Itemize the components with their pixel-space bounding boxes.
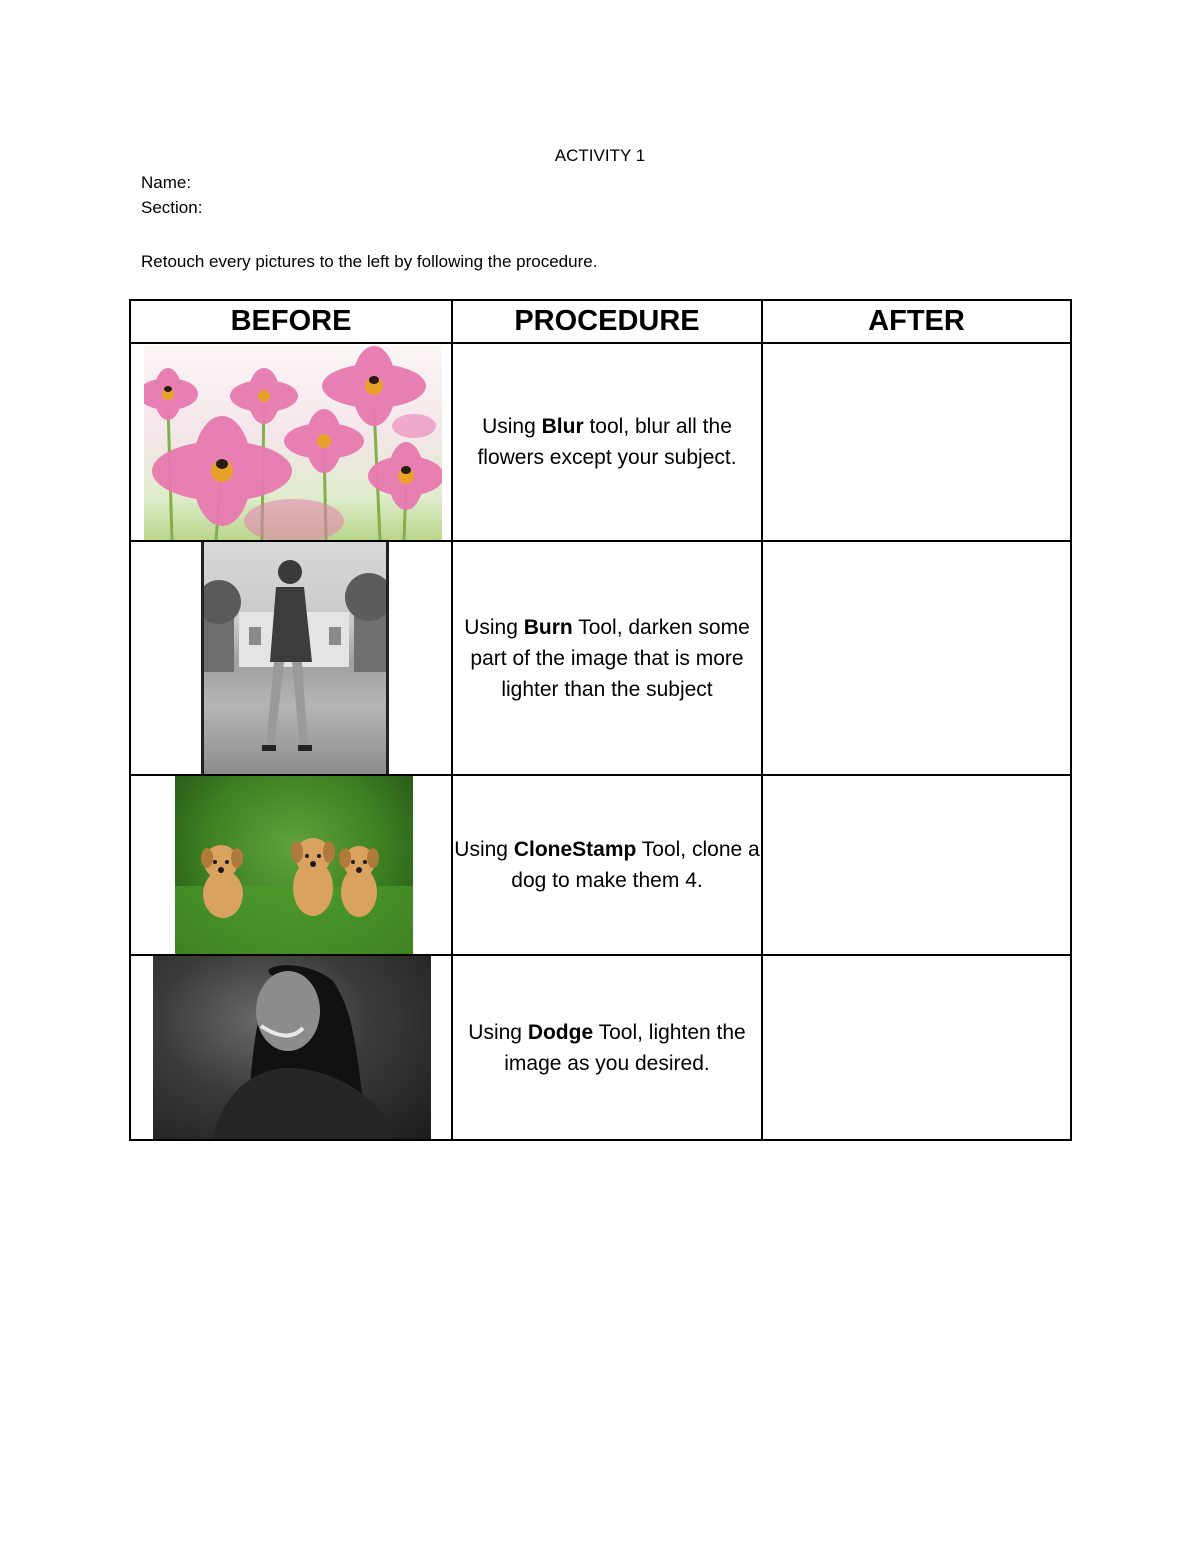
tool-name: Dodge: [527, 1020, 594, 1044]
tool-name: Burn: [523, 615, 573, 639]
table-header-row: [130, 300, 1071, 343]
header-procedure: PROCEDURE: [452, 300, 762, 343]
procedure-prefix: Using: [482, 415, 542, 438]
procedure-text: Tool, clone a dog to make them 4.: [511, 838, 760, 892]
tool-name: CloneStamp: [513, 838, 637, 861]
before-cell: [130, 775, 452, 955]
header-after: AFTER: [762, 300, 1071, 343]
section-label: Section:: [141, 198, 203, 217]
table-row: [130, 541, 1071, 775]
header-before: BEFORE: [130, 300, 452, 343]
three-puppies-photo: [175, 776, 413, 954]
procedure-text: tool, blur all the flowers except your subject.: [477, 415, 737, 469]
before-cell: [130, 343, 452, 541]
table-row: [130, 775, 1071, 955]
procedure-cell: [452, 955, 762, 1140]
procedure-cell: [452, 343, 762, 541]
activity-table: [129, 299, 1072, 1141]
instruction-text: Retouch every pictures to the left by following the procedure.: [141, 252, 598, 271]
table-row: [130, 955, 1071, 1140]
after-cell: [762, 955, 1071, 1140]
before-cell: [130, 955, 452, 1140]
procedure-text: Tool, lighten the image as you desired.: [504, 1020, 746, 1075]
after-cell: [762, 541, 1071, 775]
tool-name: Blur: [541, 415, 584, 438]
after-cell: [762, 775, 1071, 955]
procedure-cell: [452, 541, 762, 775]
dark-portrait-photo: [153, 956, 431, 1139]
table-row: [130, 343, 1071, 541]
name-label: Name:: [141, 173, 192, 192]
procedure-prefix: Using: [468, 1020, 528, 1044]
procedure-text: Tool, darken some part of the image that is more lighter than the subject: [470, 615, 750, 701]
activity-title: ACTIVITY 1: [554, 146, 646, 165]
procedure-prefix: Using: [454, 838, 514, 861]
procedure-cell: [452, 775, 762, 955]
woman-black-and-white-photo: [201, 542, 389, 774]
before-cell: [130, 541, 452, 775]
after-cell: [762, 343, 1071, 541]
procedure-prefix: Using: [464, 615, 524, 639]
pink-flowers-photo: [144, 346, 442, 540]
